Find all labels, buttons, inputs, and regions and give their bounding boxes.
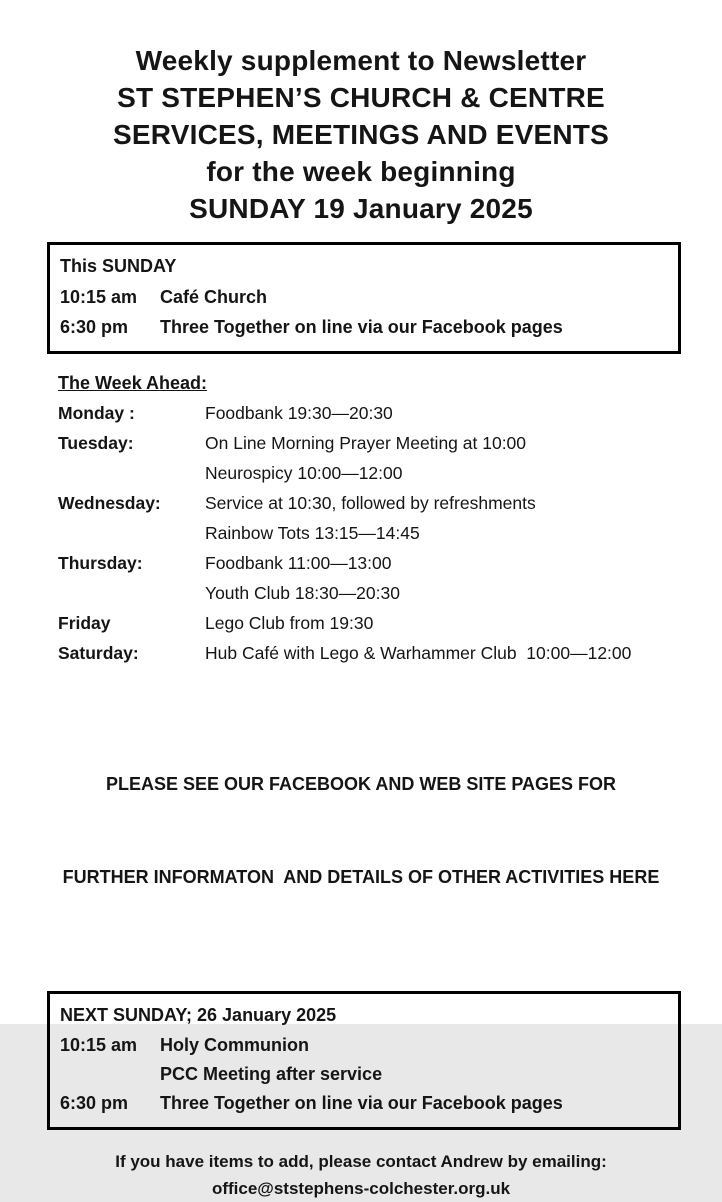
facebook-notice (0, 707, 722, 955)
title-line-date: SUNDAY 19 January 2025 (189, 193, 533, 224)
event-row (60, 287, 666, 308)
day-label: Friday (58, 613, 111, 633)
event-description: Holy Communion (160, 1035, 309, 1055)
event-description: Neurospicy 10:00—12:00 (205, 463, 403, 483)
page-title (0, 0, 722, 227)
event-description: Youth Club 18:30—20:30 (205, 583, 400, 603)
title-line-week-beginning: for the week beginning (206, 156, 516, 187)
schedule-row-thursday-2 (58, 578, 692, 608)
event-time: 6:30 pm (60, 317, 129, 337)
schedule-row-tuesday (58, 428, 692, 458)
event-row (60, 317, 666, 338)
title-line-supplement: Weekly supplement to Newsletter (135, 45, 587, 76)
day-label: Tuesday: (58, 433, 134, 453)
notice-line-2: FURTHER INFORMATON AND DETAILS OF OTHER ACTIVITIES HERE (62, 867, 660, 887)
this-sunday-box (47, 242, 681, 354)
schedule-row-monday (58, 398, 692, 428)
day-label: Thursday: (58, 553, 143, 573)
event-time: 6:30 pm (60, 1093, 129, 1113)
event-description: Service at 10:30, followed by refreshments (205, 493, 536, 513)
title-line-services: SERVICES, MEETINGS AND EVENTS (113, 119, 609, 150)
schedule-row-wednesday (58, 488, 692, 518)
event-description: PCC Meeting after service (160, 1064, 383, 1084)
event-description: Café Church (160, 287, 268, 307)
schedule-row-wednesday-2 (58, 518, 692, 548)
event-description: On Line Morning Prayer Meeting at 10:00 (205, 433, 527, 453)
event-time (60, 1064, 160, 1085)
day-label: Monday : (58, 403, 135, 423)
next-sunday-box (47, 991, 681, 1130)
event-description: Rainbow Tots 13:15—14:45 (205, 523, 420, 543)
day-label (58, 458, 205, 488)
event-description: Three Together on line via our Facebook pages (160, 317, 563, 337)
notice-line-1: PLEASE SEE OUR FACEBOOK AND WEB SITE PAGES FOR (105, 774, 617, 794)
schedule-row-thursday (58, 548, 692, 578)
next-sunday-heading: NEXT SUNDAY; 26 January 2025 (60, 1005, 337, 1025)
event-description: Three Together on line via our Facebook pages (160, 1093, 563, 1113)
day-label (58, 518, 205, 548)
schedule-row-tuesday-2 (58, 458, 692, 488)
event-description: Foodbank 11:00—13:00 (205, 553, 392, 573)
this-sunday-heading: This SUNDAY (60, 256, 177, 276)
event-row (60, 1064, 666, 1085)
footer-contact (0, 1148, 722, 1202)
day-label (58, 578, 205, 608)
event-row (60, 1093, 666, 1114)
event-row (60, 1035, 666, 1056)
event-time: 10:15 am (60, 1035, 138, 1055)
week-ahead-heading: The Week Ahead: (58, 373, 208, 393)
schedule-row-friday (58, 608, 692, 638)
day-label: Wednesday: (58, 493, 161, 513)
day-label: Saturday: (58, 643, 139, 663)
event-description: Hub Café with Lego & Warhammer Club 10:00—12:00 (205, 643, 632, 663)
schedule-row-saturday (58, 638, 692, 668)
event-description: Foodbank 19:30—20:30 (205, 403, 393, 423)
week-ahead-section (58, 368, 692, 668)
title-line-church: ST STEPHEN’S CHURCH & CENTRE (117, 82, 605, 113)
contact-email: office@ststephens-colchester.org.uk (211, 1179, 511, 1198)
footer-contact-line: If you have items to add, please contact Andrew by emailing: (115, 1152, 607, 1171)
event-time: 10:15 am (60, 287, 138, 307)
event-description: Lego Club from 19:30 (205, 613, 374, 633)
